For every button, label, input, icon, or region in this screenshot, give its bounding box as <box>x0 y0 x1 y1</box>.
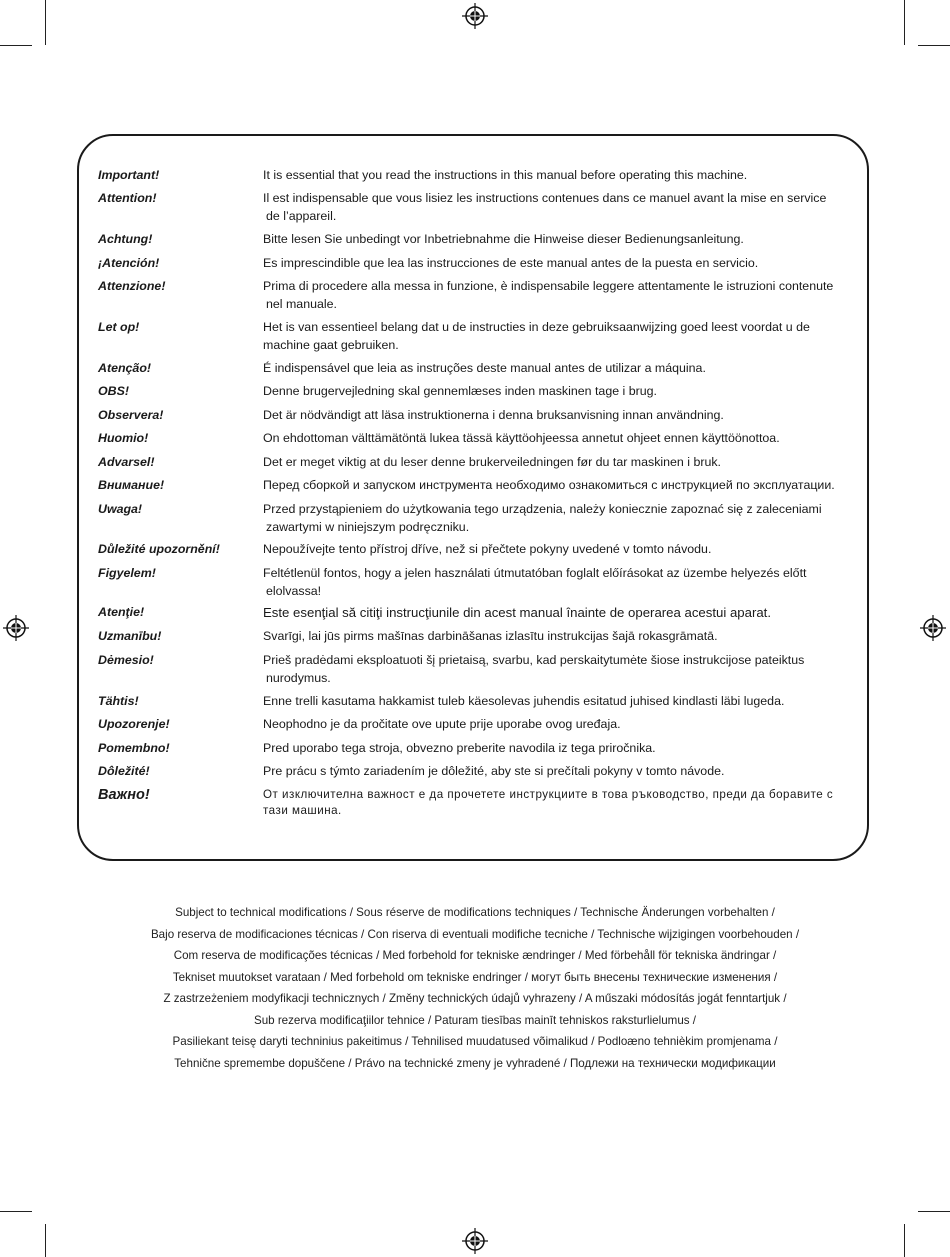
warning-text: É indispensável que leia as instruções deste manual antes de utilizar a máquina. <box>263 361 706 375</box>
warning-text: Svarīgi, lai jūs pirms mašīnas darbināšanas izlasītu instrukcijas šajā rokasgrāmatā. <box>263 629 718 643</box>
warning-language-label: Attention! <box>98 191 157 205</box>
warning-language-label: Внимание! <box>98 478 165 492</box>
warning-language-label: Atenţie! <box>98 605 145 619</box>
warning-text: Pred uporabo tega stroja, obvezno preberite navodila iz tega priročnika. <box>263 741 656 755</box>
crop-mark <box>0 45 32 46</box>
warning-text: Przed przystąpieniem do użytkowania tego urządzenia, należy koniecznie zapoznać się z zaleceniami zawartymi w niniejszym podręczniku. <box>263 502 822 534</box>
technical-modifications-disclaimer <box>0 902 950 1074</box>
warning-language-label: Figyelem! <box>98 566 156 580</box>
warning-text: Este esenţial să citiţi instrucţiunile din acest manual înainte de operarea acestui aparat. <box>263 605 772 620</box>
warning-text: От изключителна важност е да прочетете инструкциите в това ръководство, преди да боравите с тази машина. <box>263 788 834 817</box>
crop-mark <box>918 45 950 46</box>
warning-language-label: Achtung! <box>98 232 153 246</box>
warning-text: Det er meget viktig at du leser denne brukerveiledningen før du tar maskinen i bruk. <box>263 455 721 469</box>
warning-language-label: Uwaga! <box>98 502 143 516</box>
warning-text: On ehdottoman välttämätöntä lukea tässä käyttöohjeessa annetut ohjeet ennen käyttöönottoa. <box>263 431 780 445</box>
warning-text: Il est indispensable que vous lisiez les instructions contenues dans ce manuel avant la mise en service de l’appareil. <box>263 191 827 223</box>
warning-language-label: Atenção! <box>98 361 152 375</box>
registration-mark-icon <box>920 615 946 641</box>
disclaimer-line: Com reserva de modificações técnicas / Med forbehold for tekniske ændringer / Med förbehåll för tekniska ändringar / <box>173 949 777 962</box>
warning-text: Nepoužívejte tento přístroj dříve, než si přečtete pokyny uvedené v tomto návodu. <box>263 542 712 556</box>
warning-language-label: Attenzione! <box>98 279 166 293</box>
registration-mark-icon <box>462 1228 488 1254</box>
warning-text: Det är nödvändigt att läsa instruktionerna i denna bruksanvisning innan användning. <box>263 408 724 422</box>
disclaimer-line: Bajo reserva de modificaciones técnicas / Con riserva di eventuali modifiche tecniche / Technische wijzigingen voorbehouden / <box>150 927 800 941</box>
warning-text: Pre prácu s týmto zariadením je dôležité, aby ste si prečítali pokyny v tomto návode. <box>263 764 725 778</box>
warning-language-label: Upozorenje! <box>98 717 170 731</box>
disclaimer-line: Subject to technical modifications / Sous réserve de modifications techniques / Technische Änderungen vorbehalten / <box>175 906 775 919</box>
warning-text: Es imprescindible que lea las instrucciones de este manual antes de la puesta en servicio. <box>263 256 759 270</box>
warning-language-label: Advarsel! <box>98 455 155 469</box>
registration-mark-icon <box>462 3 488 29</box>
crop-mark <box>45 1224 46 1257</box>
warning-language-label: Důležité upozornění! <box>98 542 220 556</box>
warning-language-label: Uzmanību! <box>98 629 162 643</box>
registration-mark-icon <box>3 615 29 641</box>
warning-text: Перед сборкой и запуском инструмента необходимо ознакомиться с инструкцией по эксплуатации. <box>263 478 835 492</box>
crop-mark <box>904 1224 905 1257</box>
warning-text: Feltétlenül fontos, hogy a jelen használati útmutatóban foglalt előírásokat az üzembe helyezés előtt elolvassa! <box>263 566 807 598</box>
warning-language-label: Dėmesio! <box>98 653 154 667</box>
warning-language-label: Observera! <box>98 408 164 422</box>
crop-mark <box>904 0 905 45</box>
warning-text: Het is van essentieel belang dat u de instructies in deze gebruiksaanwijzing goed leest voordat u de machine gaat gebruiken. <box>263 320 810 352</box>
warning-language-label: ¡Atención! <box>98 256 160 270</box>
disclaimer-line: Tehnične spremembe dopuščene / Právo na technické zmeny je vyhradené / Подлежи на технически модификации <box>174 1056 776 1070</box>
warning-language-label: Важно! <box>98 787 150 803</box>
warning-language-label: OBS! <box>98 384 129 398</box>
disclaimer-line: Sub rezerva modificaţiilor tehnice / Paturam tiesības mainīt tehniskos raksturlielumus / <box>253 1013 697 1027</box>
warning-language-label: Dôležité! <box>98 764 150 778</box>
warning-language-label: Pomembno! <box>98 741 170 755</box>
disclaimer-line: Z zastrzeżeniem modyfikacji technicznych / Změny technických údajů vyhrazeny / A műszaki módosítás jogát fenntartjuk / <box>163 992 787 1005</box>
disclaimer-line: Tekniset muutokset varataan / Med forbehold om tekniske endringer / могут быть внесены технические изменения / <box>172 970 778 984</box>
warning-language-label: Important! <box>98 168 160 182</box>
crop-mark <box>45 0 46 45</box>
warning-language-label: Tähtis! <box>98 694 139 708</box>
warning-language-label: Let op! <box>98 320 140 334</box>
warning-text: It is essential that you read the instructions in this manual before operating this machine. <box>263 168 748 182</box>
crop-mark <box>918 1211 950 1212</box>
warning-text: Prieš pradėdami eksploatuoti šį prietaisą, svarbu, kad perskaitytumėte šiose instrukcijose pateiktus nurodymus. <box>263 653 805 685</box>
disclaimer-line: Pasiliekant teisę daryti techninius pakeitimus / Tehnilised muudatused võimalikud / Podloæno tehnièkim promjenama / <box>172 1035 778 1048</box>
warning-text: Prima di procedere alla messa in funzione, è indispensabile leggere attentamente le istruzioni contenute nel manuale. <box>263 279 834 311</box>
warning-text: Denne brugervejledning skal gennemlæses inden maskinen tage i brug. <box>263 384 657 398</box>
warning-language-label: Huomio! <box>98 431 149 445</box>
warning-text: Bitte lesen Sie unbedingt vor Inbetriebnahme die Hinweise dieser Bedienungsanleitung. <box>263 232 744 246</box>
warning-text: Enne trelli kasutama hakkamist tuleb käesolevas juhendis esitatud juhised kindlasti läbi lugeda. <box>263 694 785 708</box>
warning-text: Neophodno je da pročitate ove upute prije uporabe ovog uređaja. <box>263 717 621 731</box>
crop-mark <box>0 1211 32 1212</box>
